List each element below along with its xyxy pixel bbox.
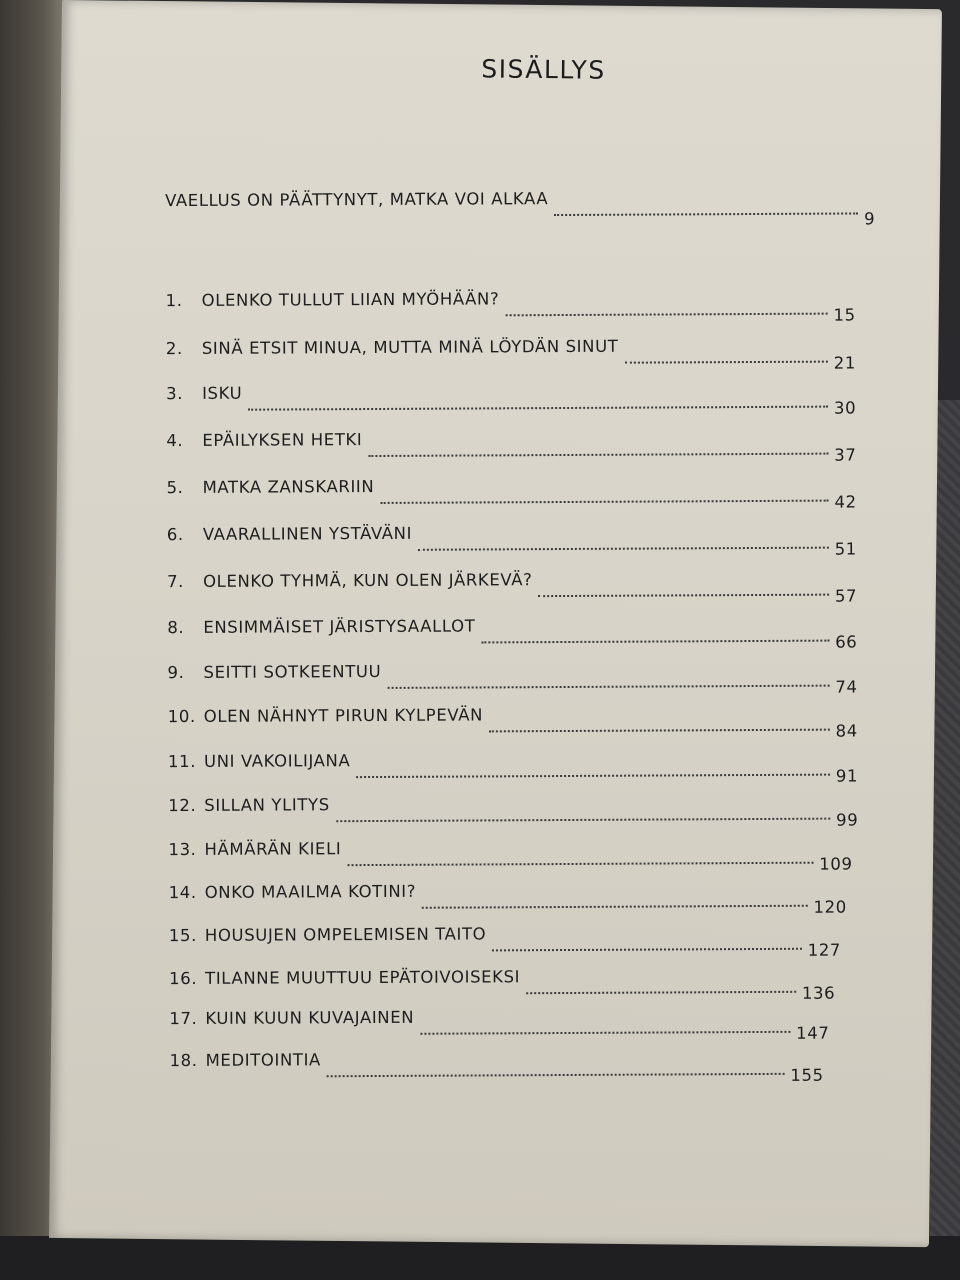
toc-entry [167, 703, 858, 741]
table-of-contents [165, 187, 876, 1085]
dot-leader [489, 728, 830, 733]
toc-entry-page: 74 [835, 677, 858, 697]
toc-entry [167, 748, 859, 786]
toc-entry-label: ONKO MAAILMA KOTINI? [204, 881, 417, 902]
toc-entry-page: 57 [834, 586, 858, 606]
toc-entry-number: 3. [166, 383, 184, 404]
toc-entry [169, 1048, 824, 1085]
toc-entry-number: 13. [168, 839, 197, 860]
dot-leader [418, 546, 829, 551]
dot-leader [336, 817, 830, 823]
toc-entry-page: 84 [835, 721, 858, 741]
toc-entry [165, 335, 856, 373]
toc-entry-page: 66 [835, 632, 858, 652]
toc-entry-number: 15. [168, 925, 197, 946]
toc-entry-number: 4. [166, 430, 184, 451]
toc-entry-page: 120 [813, 897, 847, 917]
toc-entry-label: KUIN KUUN KUVAJAINEN [205, 1007, 415, 1028]
dot-leader [380, 499, 828, 504]
toc-entry-number: 18. [169, 1050, 198, 1071]
dot-leader [327, 1072, 784, 1077]
toc-entry-number: 11. [167, 751, 197, 772]
toc-entry [166, 521, 857, 559]
toc-entry-label: ISKU [202, 383, 243, 403]
toc-entry-page: 91 [835, 766, 859, 786]
toc-entry-number: 2. [165, 338, 183, 359]
toc-entry-label: UNI VAKOILIJANA [203, 751, 351, 771]
toc-entry-number: 9. [167, 662, 185, 683]
dot-leader [554, 211, 858, 216]
toc-entry-number: 17. [169, 1008, 198, 1029]
toc-entry [168, 923, 842, 960]
toc-prologue-page: 9 [864, 209, 876, 229]
toc-prologue [165, 187, 876, 229]
toc-entry-label: SINÄ ETSIT MINUA, MUTTA MINÄ LÖYDÄN SINUT [201, 336, 619, 358]
toc-entry-number: 10. [167, 706, 196, 727]
toc-entry [167, 614, 858, 652]
dot-leader [248, 405, 828, 411]
toc-entry-page: 147 [796, 1023, 830, 1043]
toc-entry-page: 21 [833, 353, 856, 373]
dot-leader [422, 904, 807, 909]
toc-entry-page: 127 [807, 940, 842, 960]
toc-entry [166, 427, 857, 465]
toc-entry [168, 792, 859, 830]
toc-entry-number: 14. [168, 882, 197, 903]
toc-entry-label: SEITTI SOTKEENTUU [203, 661, 382, 682]
dot-leader [347, 861, 813, 866]
toc-entry-label: OLENKO TULLUT LIIAN MYÖHÄÄN? [201, 289, 500, 310]
toc-entry-label: OLEN NÄHNYT PIRUN KYLPEVÄN [203, 705, 484, 726]
toc-entry-page: 15 [833, 305, 856, 325]
dot-leader [505, 312, 827, 317]
toc-entry-label: ENSIMMÄISET JÄRISTYSAALLOT [203, 616, 476, 637]
toc-entry-label: SILLAN YLITYS [204, 795, 330, 815]
book-page [49, 0, 942, 1247]
toc-entry-page: 155 [790, 1065, 824, 1085]
toc-prologue-label: VAELLUS ON PÄÄTTYNYT, MATKA VOI ALKAA [165, 189, 549, 211]
toc-entry-page: 99 [836, 810, 859, 830]
toc-entry-page: 37 [834, 445, 857, 465]
toc-entry-label: EPÄILYKSEN HETKI [202, 430, 363, 450]
toc-entry-page: 51 [834, 539, 857, 559]
dot-leader [356, 773, 829, 778]
toc-entry-page: 136 [801, 983, 836, 1003]
toc-entry-number: 16. [169, 968, 198, 989]
toc-entry-number: 8. [167, 617, 185, 638]
toc-entry [166, 380, 857, 418]
dot-leader [624, 360, 827, 364]
toc-entry [166, 568, 858, 606]
dot-leader [538, 593, 828, 598]
toc-entry-number: 7. [166, 571, 185, 592]
dot-leader [526, 990, 796, 994]
dot-leader [492, 947, 801, 952]
dot-leader [368, 452, 828, 457]
toc-entry-number: 6. [166, 524, 184, 545]
toc-entry-number: 12. [168, 795, 197, 816]
dot-leader [481, 639, 829, 644]
toc-entry [165, 287, 856, 325]
toc-entry [169, 1006, 830, 1043]
toc-entry-number: 5. [166, 477, 184, 498]
toc-entry-label: HÄMÄRÄN KIELI [204, 839, 342, 859]
toc-entry-label: MEDITOINTIA [205, 1050, 321, 1070]
toc-entry [167, 659, 858, 697]
toc-entry-page: 30 [833, 398, 857, 418]
toc-entry-label: HOUSUJEN OMPELEMISEN TAITO [204, 924, 487, 945]
toc-entry-label: VAARALLINEN YSTÄVÄNI [202, 523, 413, 544]
toc-entry-number: 1. [165, 290, 183, 311]
dot-leader [420, 1030, 790, 1035]
toc-entry-label: OLENKO TYHMÄ, KUN OLEN JÄRKEVÄ? [202, 570, 533, 591]
toc-entry-page: 109 [819, 854, 853, 874]
page-title: SISÄLLYS [481, 54, 606, 85]
dot-leader [387, 684, 829, 689]
toc-entry [168, 836, 853, 874]
toc-entry-page: 42 [834, 492, 857, 512]
toc-entry [168, 880, 847, 917]
toc-entry-label: MATKA ZANSKARIIN [202, 476, 375, 497]
toc-entry [166, 474, 857, 512]
toc-entry-label: TILANNE MUUTTUU EPÄTOIVOISEKSI [205, 967, 521, 988]
toc-entry [169, 966, 836, 1003]
